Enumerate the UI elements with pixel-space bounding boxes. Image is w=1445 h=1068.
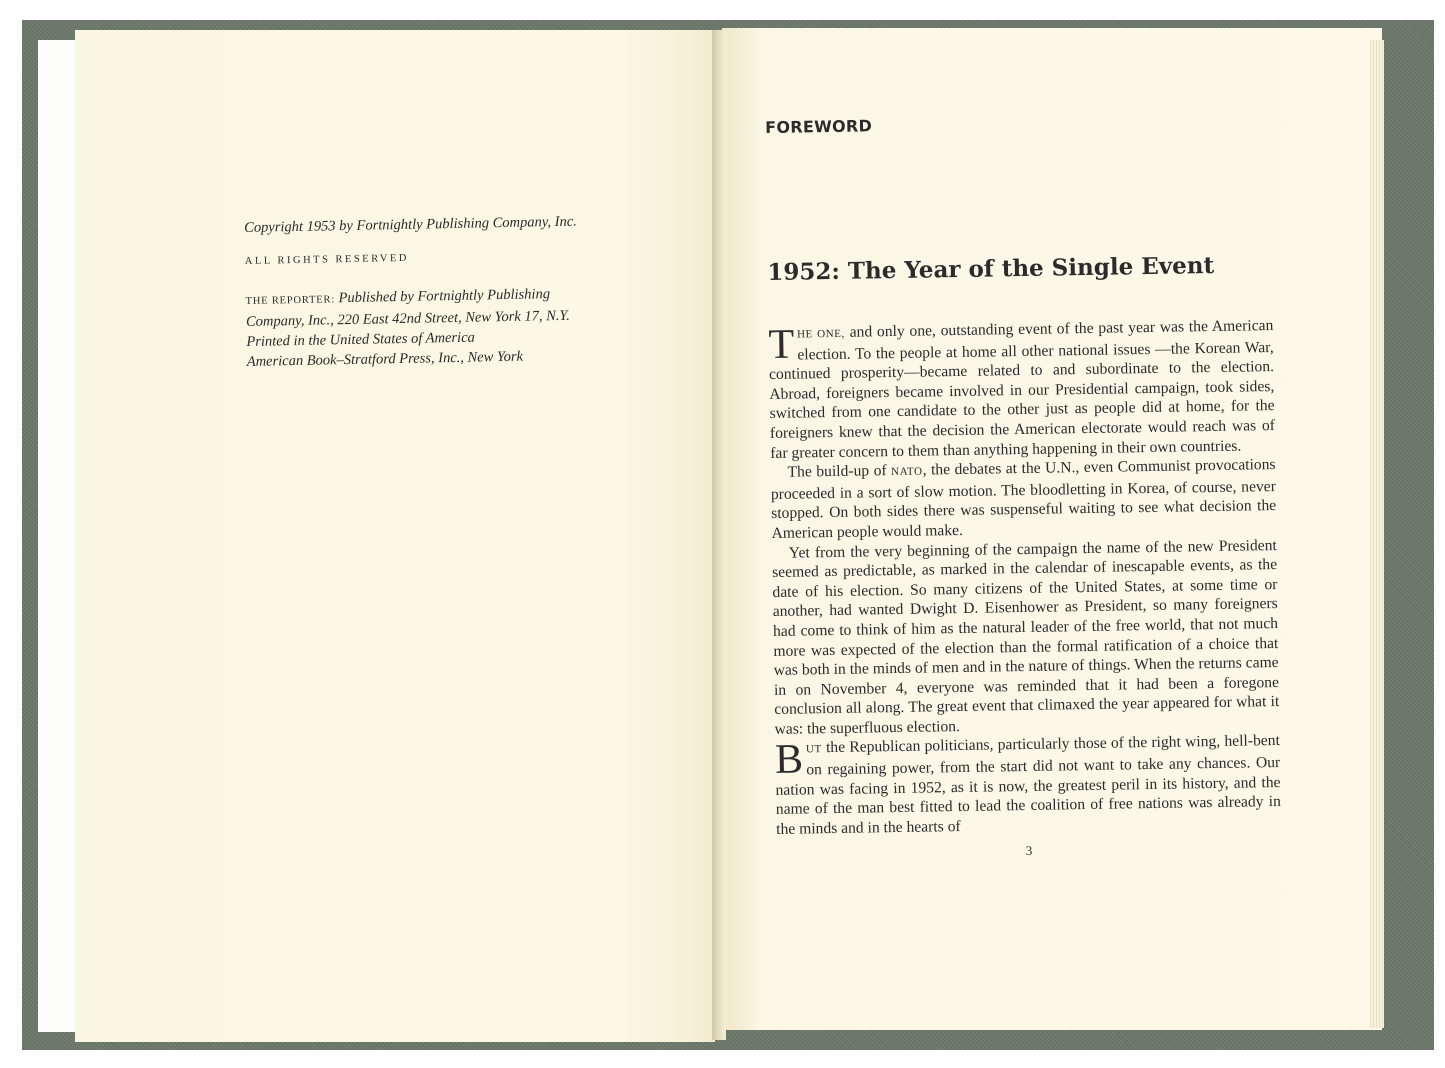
smallcaps-opening: HE ONE, (796, 327, 846, 341)
page-number: 3 (1025, 843, 1033, 859)
paragraph-1 (768, 316, 1275, 463)
smallcaps-but: UT (805, 743, 822, 756)
publisher-address: Company, Inc., 220 East 42nd Street, New York 17, N.Y. (245, 307, 570, 330)
publisher-label: THE REPORTER: (245, 294, 336, 307)
nato-smallcaps: NATO (891, 465, 923, 479)
spine-gutter (712, 30, 726, 1040)
copyright-imprint (244, 210, 667, 372)
drop-cap: T (768, 321, 795, 368)
paragraph-2-text: , the debates at the U.N., even Communist provocations proceeded in a sort of slow motion. The bloodletting in Korea, of course, never stopped. On both sides there was suspenseful waiting to see what decision the American people would make. (770, 456, 1277, 542)
body-text (768, 316, 1281, 839)
endpaper-strip (38, 40, 76, 1032)
paragraph-4 (775, 731, 1282, 839)
section-label: FOREWORD (765, 116, 873, 137)
drop-cap-b: B (774, 736, 804, 784)
paragraph-2-pre: The build-up of (787, 462, 892, 481)
left-page (75, 30, 715, 1042)
press-line: American Book–Stratford Press, Inc., New York (246, 348, 524, 370)
paragraph-3: Yet from the very beginning of the campaign the name of the new President seemed as predictable, as marked in the calendar of inescapable events, as the date of his election. So many citizens of the United States, at some time or another, had wanted Dwight D. Eisenhower as President, so many foreigners had come to think of him as the natural leader of the free world, that not much more was expected of the election than the formal ratification of a choice that was both in the minds of men and in the nature of things. When the returns came in on November 4, everyone was reminded that it had been a foregone conclusion all along. The great event that climaxed the year appeared for what it was: the superfluous election. (772, 536, 1280, 738)
paragraph-2 (770, 455, 1276, 543)
copyright-line: Copyright 1953 by Fortnightly Publishing Company, Inc. (244, 213, 577, 236)
printed-line: Printed in the United States of America (246, 329, 475, 350)
foreword-content (765, 110, 1282, 863)
paragraph-1-text: and only one, outstanding event of the past year was the American election. To the people at home all other national issues —the Korean War, continued prosperity—became related to and subordinate to the election. Abroad, foreigners became involved in our Presidential campaign, took sides, switched from one candidate to the other just as people did at home, for the foreigners knew that the decision the American electorate would reach was of far greater concern to them than anything happening in their own countries. (768, 317, 1276, 462)
publisher-line1: Published by Fortnightly Publishing (334, 286, 551, 307)
rights-reserved: ALL RIGHTS RESERVED (244, 252, 410, 267)
paragraph-4-text: the Republican politicians, particularly those of the right wing, hell-bent on regaining power, from the start did not want to take any chances. Our nation was facing in 1952, as it is now, the greatest peril in its history, and the name of the man best fitted to lead the coalition of free nations was already in the minds and in the hearts of (775, 732, 1281, 838)
page-edges (1370, 40, 1384, 1028)
chapter-title: 1952: The Year of the Single Event (767, 251, 1215, 286)
